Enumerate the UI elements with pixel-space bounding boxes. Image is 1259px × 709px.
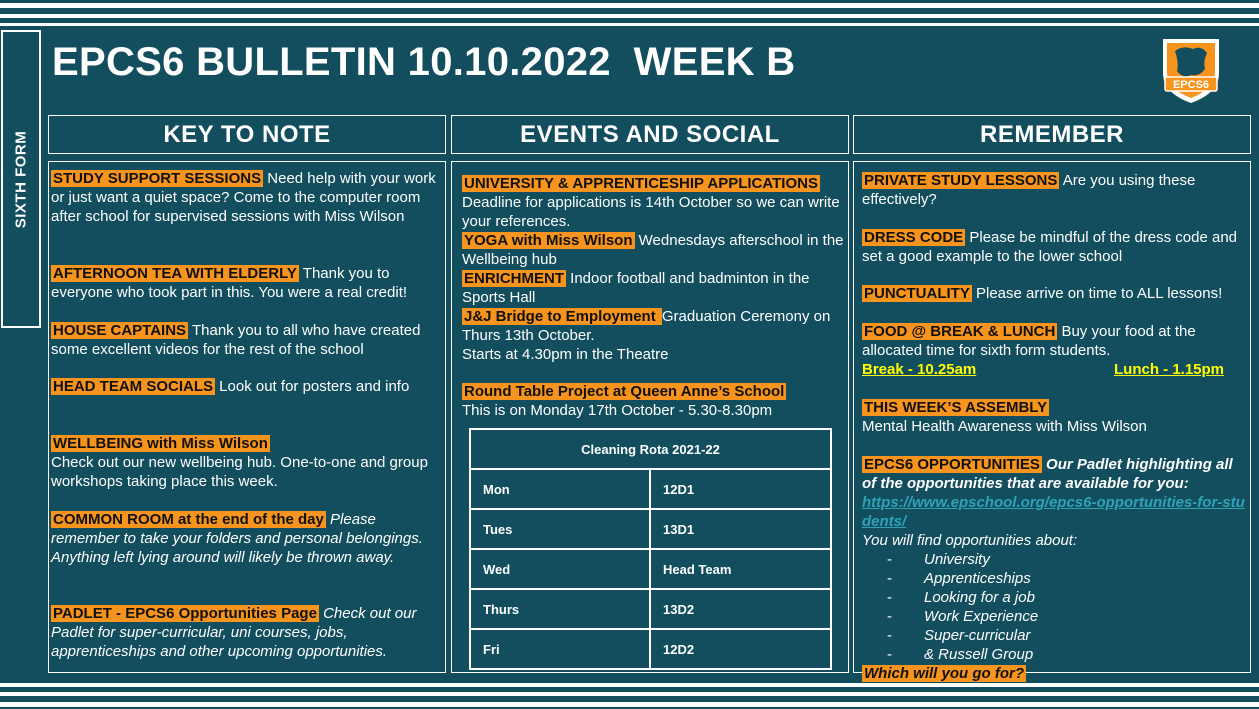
common-room-text: Please remember to take your folders and personal belongings. Anything left lying around will likely be thrown away. — [51, 511, 423, 566]
yoga-text: Wednesdays afterschool in the Wellbeing hub — [462, 232, 844, 268]
events-panel — [451, 161, 849, 673]
study-support-item — [51, 169, 441, 226]
opportunities-question: Which will you go for? — [864, 665, 1024, 682]
yoga-heading: YOGA with Miss Wilson — [464, 232, 633, 249]
table-row — [470, 469, 831, 509]
punctuality-text: Please arrive on time to ALL lessons! — [971, 285, 1223, 302]
rota-day: Thurs — [470, 589, 650, 629]
rota-group: 12D2 — [650, 629, 831, 669]
table-row — [470, 589, 831, 629]
applications-heading: UNIVERSITY & APPRENTICESHIP APPLICATIONS — [464, 175, 818, 192]
wellbeing-text: Check out our new wellbeing hub. One-to-one and group workshops taking place this week. — [51, 454, 428, 490]
private-study-item — [862, 171, 1246, 209]
rota-group: Head Team — [650, 549, 831, 589]
table-row — [470, 509, 831, 549]
rota-day: Mon — [470, 469, 650, 509]
list-item: - Work Experience — [862, 607, 1246, 626]
assembly-item — [862, 398, 1246, 436]
assembly-heading: THIS WEEK’S ASSEMBLY — [864, 399, 1048, 416]
lunch-time — [1114, 360, 1246, 379]
food-heading: FOOD @ BREAK & LUNCH — [864, 323, 1056, 340]
rota-day: Wed — [470, 549, 650, 589]
jj-bridge-text: Graduation Ceremony on Thurs 13th October. — [462, 308, 831, 344]
head-team-item — [51, 377, 441, 396]
remember-header: REMEMBER — [853, 115, 1251, 154]
study-support-heading: STUDY SUPPORT SESSIONS — [53, 170, 262, 187]
house-captains-item — [51, 321, 441, 359]
common-room-item — [51, 510, 441, 567]
rota-day: Tues — [470, 509, 650, 549]
list-item: - University — [862, 550, 1246, 569]
key-to-note-header: KEY TO NOTE — [48, 115, 446, 154]
rota-group: 12D1 — [650, 469, 831, 509]
punctuality-item — [862, 284, 1246, 303]
round-table-text: This is on Monday 17th October - 5.30-8.30pm — [462, 402, 773, 419]
enrichment-text: Indoor football and badminton in the Sports Hall — [462, 270, 810, 306]
opportunities-intro: You will find opportunities about: — [862, 532, 1078, 549]
top-stripe-1 — [0, 3, 1259, 8]
opportunities-item — [862, 455, 1246, 683]
padlet-heading: PADLET - EPCS6 Opportunities Page — [53, 605, 317, 622]
break-time-text: Break - 10.25am — [862, 361, 977, 378]
opportunities-text: Our Padlet highlighting all of the opportunities that are available for you: — [862, 456, 1233, 492]
common-room-heading: COMMON ROOM at the end of the day — [53, 511, 324, 528]
afternoon-tea-text: Thank you to everyone who took part in this. You were a real credit! — [51, 265, 408, 301]
dress-code-text: Please be mindful of the dress code and set a good example to the lower school — [862, 229, 1238, 265]
dress-code-item — [862, 228, 1246, 266]
house-captains-heading: HOUSE CAPTAINS — [53, 322, 187, 339]
cleaning-rota-table — [469, 428, 832, 670]
list-item: - & Russell Group — [862, 645, 1246, 664]
table-row — [470, 629, 831, 669]
assembly-text: Mental Health Awareness with Miss Wilson — [862, 418, 1147, 435]
cleaning-rota-title: Cleaning Rota 2021-22 — [470, 429, 831, 469]
bottom-stripe-3 — [0, 702, 1259, 707]
padlet-text: Check out our Padlet for super-curricular, uni courses, jobs, apprenticeships and other upcoming opportunities. — [51, 605, 417, 660]
list-item: - Super-curricular — [862, 626, 1246, 645]
head-team-text: Look out for posters and info — [215, 378, 410, 395]
list-item: - Apprenticeships — [862, 569, 1246, 588]
round-table-heading: Round Table Project at Queen Anne’s School — [464, 383, 785, 400]
logo-text: EPCS6 — [1172, 79, 1210, 91]
private-study-text: Are you using these effectively? — [862, 172, 1196, 208]
food-text: Buy your food at the allocated time for sixth form students. — [862, 323, 1196, 359]
sixth-form-label: SIXTH FORM — [12, 130, 30, 228]
study-support-text: Need help with your work or just want a quiet space? Come to the computer room after school for supervised sessions with Miss Wilson — [51, 170, 436, 225]
applications-item — [462, 174, 844, 364]
opportunities-heading: EPCS6 OPPORTUNITIES — [864, 456, 1040, 473]
padlet-item — [51, 604, 441, 661]
table-row — [470, 549, 831, 589]
lunch-time-text: Lunch - 1.15pm — [1114, 361, 1225, 378]
afternoon-tea-heading: AFTERNOON TEA WITH ELDERLY — [53, 265, 297, 282]
rota-group: 13D2 — [650, 589, 831, 629]
private-study-heading: PRIVATE STUDY LESSONS — [864, 172, 1058, 189]
rota-day: Fri — [470, 629, 650, 669]
bottom-stripe-1 — [0, 683, 1259, 687]
list-item: - Looking for a job — [862, 588, 1246, 607]
dress-code-heading: DRESS CODE — [864, 229, 964, 246]
jj-bridge-heading: J&J Bridge to Employment — [464, 308, 660, 325]
round-table-item — [462, 382, 844, 420]
events-header: EVENTS AND SOCIAL — [451, 115, 849, 154]
applications-text: Deadline for applications is 14th October so we can write your references. — [462, 194, 840, 230]
bottom-stripe-2 — [0, 692, 1259, 696]
food-item — [862, 322, 1246, 360]
remember-panel — [853, 161, 1251, 682]
jj-bridge-time: Starts at 4.30pm in the Theatre — [462, 346, 669, 363]
top-stripe-3 — [0, 23, 1259, 26]
enrichment-heading: ENRICHMENT — [464, 270, 564, 287]
punctuality-heading: PUNCTUALITY — [864, 285, 970, 302]
afternoon-tea-item — [51, 264, 441, 302]
house-captains-text: Thank you to all who have created some excellent videos for the rest of the school — [51, 322, 421, 358]
padlet-link[interactable]: https://www.epschool.org/epcs6-opportunities-for-students/ — [862, 494, 1245, 530]
wellbeing-heading: WELLBEING with Miss Wilson — [53, 435, 268, 452]
rota-group: 13D1 — [650, 509, 831, 549]
bulletin-title: EPCS6 BULLETIN 10.10.2022 WEEK B — [52, 40, 796, 84]
key-to-note-panel — [48, 161, 446, 673]
epcs6-logo — [1155, 33, 1227, 105]
wellbeing-item — [51, 434, 441, 491]
head-team-heading: HEAD TEAM SOCIALS — [53, 378, 214, 395]
top-stripe-2 — [0, 14, 1259, 18]
sixth-form-tab — [1, 30, 41, 328]
opportunities-list — [862, 550, 1246, 664]
